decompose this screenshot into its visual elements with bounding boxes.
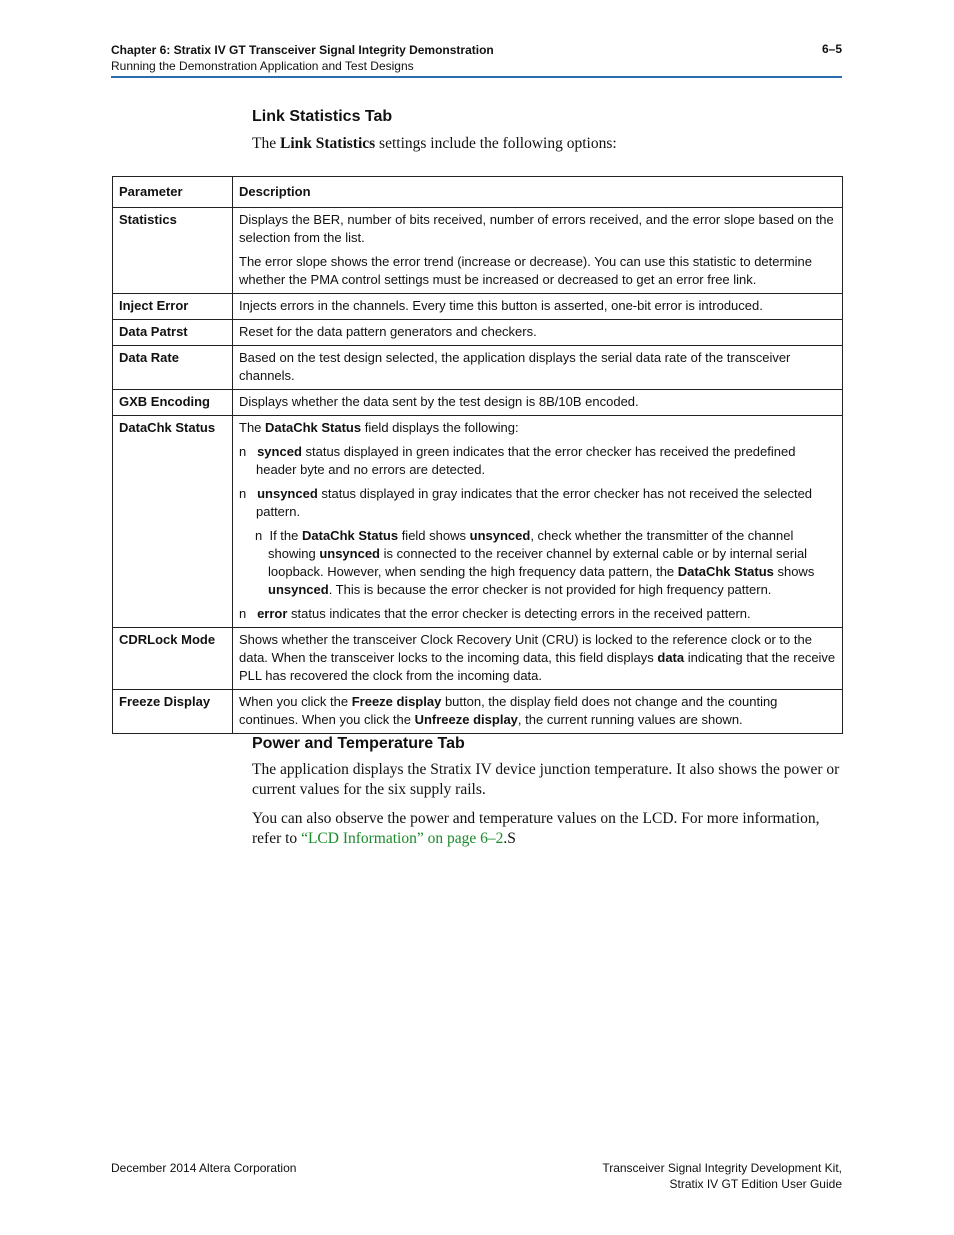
- param-name: Inject Error: [113, 294, 233, 320]
- param-description: Reset for the data pattern generators and checkers.: [233, 320, 843, 346]
- header-divider: [111, 76, 842, 78]
- table-row: [113, 320, 843, 346]
- page-number: 6–5: [821, 42, 842, 56]
- param-description: Injects errors in the channels. Every time this button is asserted, one-bit error is introduced.: [233, 294, 843, 320]
- bullet-icon: n: [239, 486, 247, 501]
- table-row: [113, 294, 843, 320]
- intro-bold: Link Statistics: [279, 135, 376, 152]
- lcd-information-link[interactable]: “LCD Information” on page 6–2: [301, 830, 504, 847]
- param-name: GXB Encoding: [113, 390, 233, 416]
- intro-text: The: [252, 135, 280, 152]
- param-name: DataChk Status: [113, 416, 233, 628]
- table-row: [113, 628, 843, 690]
- bullet-item: n synced status displayed in green indicates that the error checker has received the predefined header byte and no errors are detected.: [239, 444, 796, 477]
- section-title: Running the Demonstration Application and Test Designs: [111, 59, 414, 73]
- note-item: n If the DataChk Status field shows unsynced, check whether the transmitter of the channel showing unsynced is connected to the receiver channel by external cable or by internal serial loopback. However, when sending the high frequency data pattern, the DataChk Status shows unsynced. This is because the error checker is not provided for high frequency pattern.: [255, 528, 815, 597]
- bullet-item: n error status indicates that the error checker is detecting errors in the received pattern.: [239, 606, 751, 621]
- param-description: When you click the Freeze display button, the display field does not change and the counting continues. When you click the Unfreeze display, the current running values are shown.: [233, 690, 843, 734]
- table-row: [113, 346, 843, 390]
- footer-date-company: December 2014 Altera Corporation: [111, 1161, 297, 1175]
- param-description: [233, 416, 843, 628]
- column-header-description: Description: [233, 177, 843, 208]
- power-temperature-paragraph: The application displays the Stratix IV device junction temperature. It also shows the power or current values for the six supply rails.: [252, 761, 840, 798]
- chapter-title: Chapter 6: Stratix IV GT Transceiver Signal Integrity Demonstration: [111, 43, 494, 57]
- param-description: Displays whether the data sent by the test design is 8B/10B encoded.: [233, 390, 843, 416]
- bullet-icon: n: [239, 444, 247, 459]
- description-paragraph: The error slope shows the error trend (increase or decrease). You can use this statistic to determine whether the PMA control settings must be increased or decreased to get an error free link.: [239, 254, 813, 287]
- bullet-icon: n: [239, 606, 247, 621]
- param-name: Data Patrst: [113, 320, 233, 346]
- link-statistics-heading: Link Statistics Tab: [252, 108, 393, 125]
- param-description: Shows whether the transceiver Clock Recovery Unit (CRU) is locked to the reference clock or to the data. When the transceiver locks to the incoming data, this field displays data indicating that the receive PLL has recovered the clock from the incoming data.: [233, 628, 843, 690]
- table-header-row: [113, 177, 843, 208]
- bullet-item: n unsynced status displayed in gray indicates that the error checker has not received the selected pattern.: [239, 486, 813, 519]
- lcd-reference-paragraph: You can also observe the power and temperature values on the LCD. For more information, refer to “LCD Information” on page 6–2.S: [252, 810, 820, 847]
- column-header-parameter: Parameter: [113, 177, 233, 208]
- footer-guide-line: Stratix IV GT Edition User Guide: [669, 1177, 842, 1191]
- power-temperature-heading: Power and Temperature Tab: [252, 735, 465, 752]
- param-description: Based on the test design selected, the application displays the serial data rate of the transceiver channels.: [233, 346, 843, 390]
- table-row: [113, 390, 843, 416]
- link-statistics-intro: [252, 134, 842, 154]
- table-row: [113, 690, 843, 734]
- footer-guide-title: [602, 1160, 842, 1192]
- page-header: [111, 42, 842, 74]
- description-paragraph: Displays the BER, number of bits received, number of errors received, and the error slope based on the selection from the list.: [239, 212, 834, 245]
- param-name: CDRLock Mode: [113, 628, 233, 690]
- note-icon: n: [255, 528, 263, 543]
- param-description: [233, 208, 843, 294]
- param-name: Statistics: [113, 208, 233, 294]
- param-name: Data Rate: [113, 346, 233, 390]
- link-statistics-table: [112, 176, 843, 734]
- table-row: [113, 208, 843, 294]
- table-row: [113, 416, 843, 628]
- param-name: Freeze Display: [113, 690, 233, 734]
- footer-guide-line: Transceiver Signal Integrity Development Kit,: [602, 1161, 842, 1175]
- intro-text: settings include the following options:: [375, 135, 617, 152]
- description-paragraph: The DataChk Status field displays the following:: [239, 420, 519, 435]
